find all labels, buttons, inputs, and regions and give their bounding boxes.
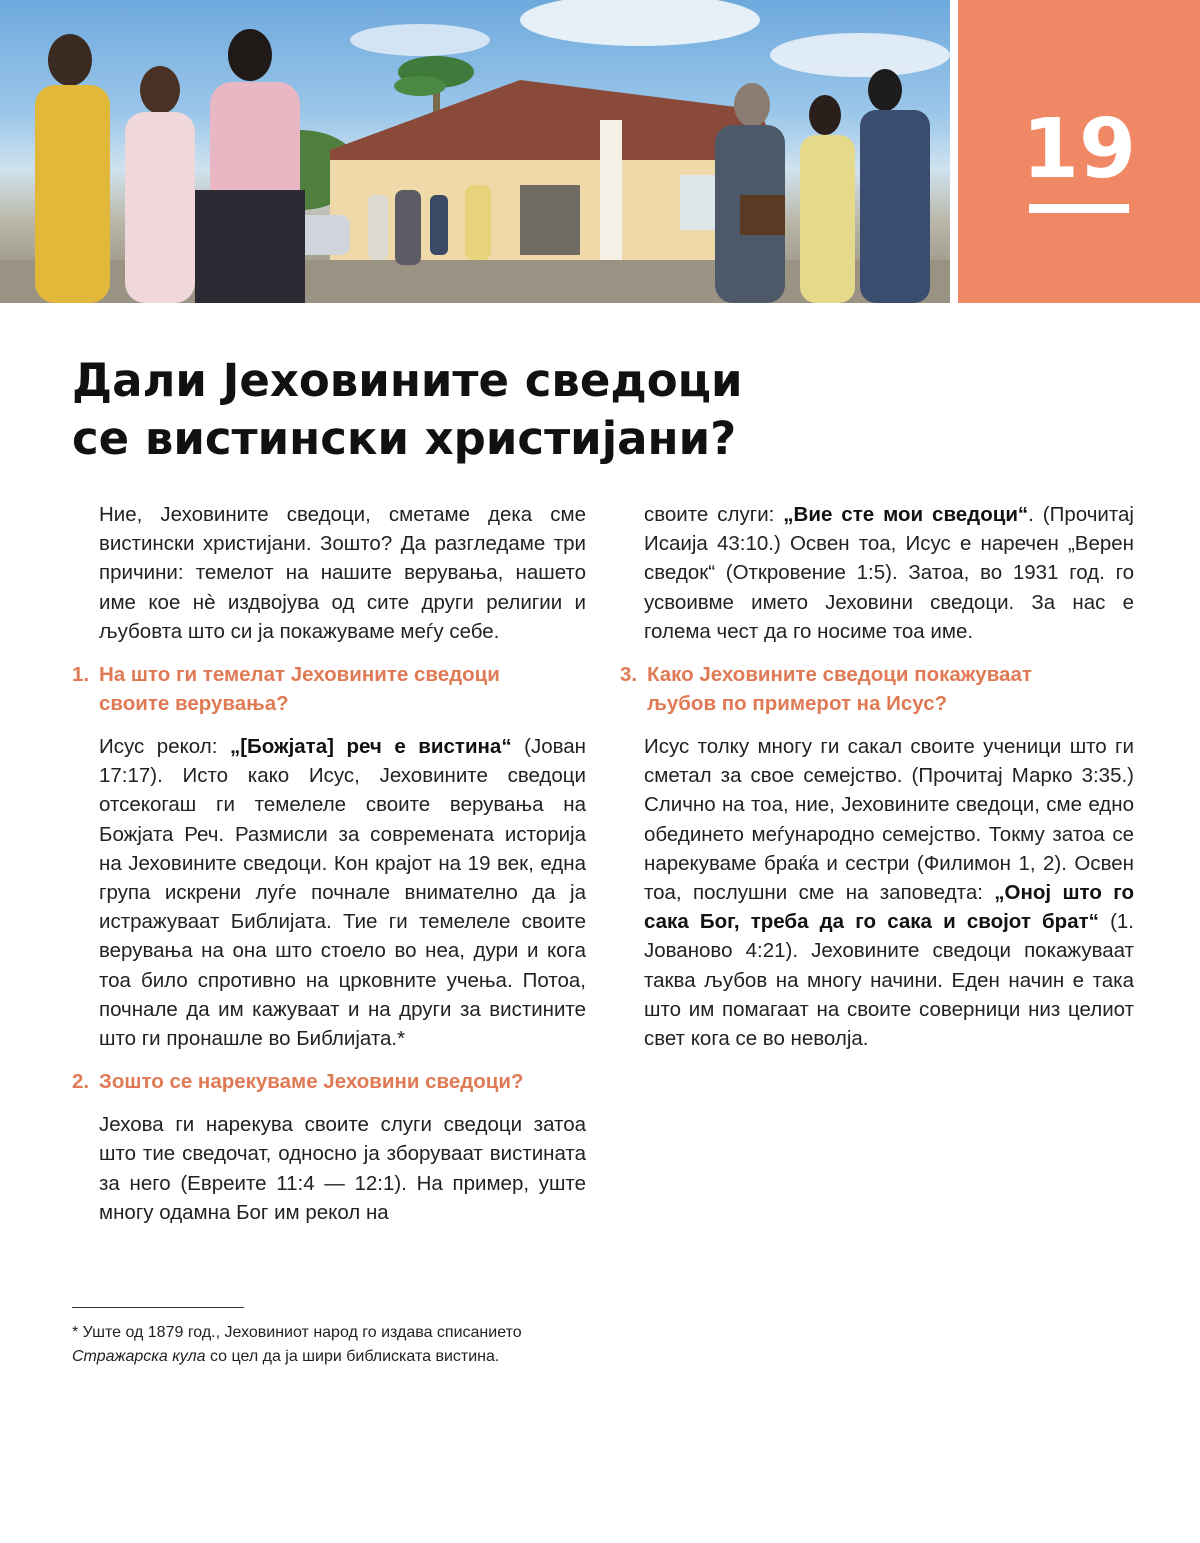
answer-2-quote: „Вие сте мои сведоци“ <box>783 503 1029 526</box>
left-column <box>72 500 586 1227</box>
right-column <box>620 500 1134 1053</box>
title-line-1: Дали Јеховините сведоци <box>72 354 743 407</box>
footnote-text-start: * Уште од 1879 год., Јеховиниот народ го издава списанието <box>72 1324 522 1341</box>
photo-illustration-icon <box>0 0 950 303</box>
footnote-text-end: со цел да ја шири библиската вистина. <box>205 1348 500 1365</box>
lesson-number: 19 <box>1021 102 1137 197</box>
footnote-magazine-title: Стражарска кула <box>72 1348 206 1365</box>
question-1-number: 1. <box>72 663 90 687</box>
question-2-number: 2. <box>72 1070 90 1094</box>
answer-3-text-end: (1. Јованово 4:21). Јеховините сведоци покажуваат таква љубов на многу начини. Еден начин е така што им помагаат на своите соверници низ целиот свет кога се во неволја. <box>644 910 1134 1051</box>
question-3 <box>620 660 1134 718</box>
lesson-badge <box>958 0 1200 303</box>
footnote-divider <box>72 1307 244 1308</box>
answer-1-quote: „[Божјата] реч е вистина“ <box>229 735 512 759</box>
title-line-2: се вистински христијани? <box>72 412 737 465</box>
question-1-line-1: На што ги темелат Јеховините сведоци <box>99 663 500 687</box>
question-3-line-1: Како Јеховините сведоци покажуваат <box>647 663 1032 687</box>
lesson-rule <box>1029 204 1129 213</box>
question-2 <box>72 1067 586 1096</box>
answer-2-paragraph-part-2 <box>620 500 1134 646</box>
answer-3-text-start: Исус толку многу ги сакал своите ученици што ги сметал за свое семејство. (Прочитај Марко 3:35.) Слично на тоа, ние, Јеховините сведоци, сме едно обединето меѓународно семејство. Токму затоа се нарекуваме браќа и сестри (Филимон 1, 2). Освен тоа, послушни сме на заповедта: <box>644 735 1134 905</box>
answer-2-paragraph-part-1: Јехова ги нарекува своите слуги сведоци затоа што тие сведочат, односно ја зборуваат вистината за него (Евреите 11:4 — 12:1). На пример, уште многу одамна Бог им рекол на <box>99 1113 586 1224</box>
answer-2-text-end: . (Прочитај Исаија 43:10.) Освен тоа, Исус е наречен „Верен сведок“ (Откровение 1:5). Затоа, во 1931 год. го усвоивме името Јеховини сведоци. За нас е голема чест да го носиме тоа име. <box>644 503 1134 643</box>
question-2-line-1: Зошто се нарекуваме Јеховини сведоци? <box>99 1070 524 1094</box>
question-3-number: 3. <box>620 663 638 687</box>
footnote <box>72 1321 592 1369</box>
answer-1-text-end: (Јован 17:17). Исто како Исус, Јеховините сведоци отсекогаш ги темелеле своите верувања на Божјата Реч. Размисли за современата историја на Јеховините сведоци. Кон крајот на 19 век, една група искрени луѓе почнале внимателно да ја истражуваат Библијата. Тие ги темелеле своите верувања на она што стоело во неа, дури и кога тоа било спротивно на црковните учења. Потоа, почнале да им кажуваат и на други за вистините што ги пронашле во Библијата.* <box>99 735 586 1051</box>
question-3-line-2: љубов по примерот на Исус? <box>647 692 948 716</box>
answer-3-quote: „Оној што го сака Бог, треба да го сака и својот брат“ <box>644 881 1135 934</box>
header-photo <box>0 0 950 303</box>
answer-3-paragraph <box>620 732 1134 1053</box>
intro-paragraph: Ние, Јеховините сведоци, сметаме дека сме вистински христијани. Зошто? Да разгледаме три причини: темелот на нашите верувања, нашето име кое нè издвојува од сите други религии и љубовта што си ја покажуваме меѓу себе. <box>99 503 586 643</box>
answer-1-paragraph <box>72 732 586 1053</box>
page-title <box>72 352 972 468</box>
answer-2-text-start: своите слуги: <box>644 503 784 526</box>
question-1 <box>72 660 586 718</box>
header-banner <box>0 0 1200 303</box>
question-1-line-2: своите верувања? <box>99 692 289 716</box>
answer-1-text-start: Исус рекол: <box>99 735 230 759</box>
